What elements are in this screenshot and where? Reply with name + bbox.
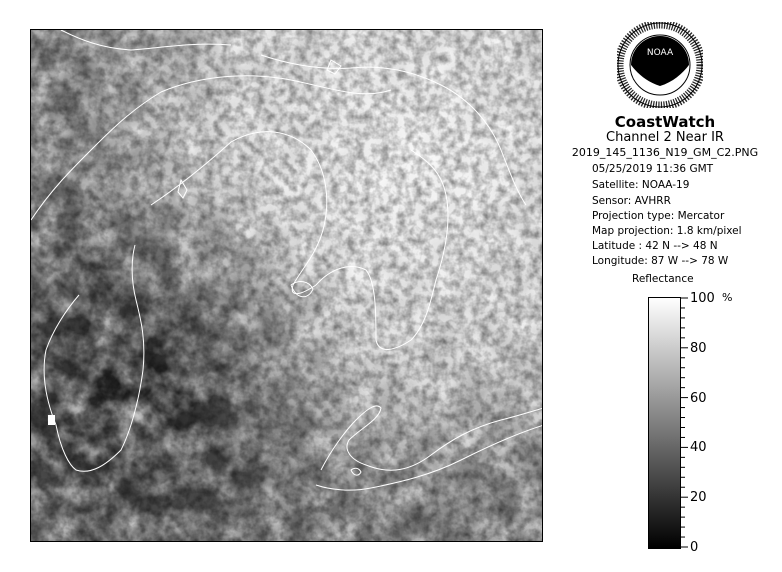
colorbar-tick-label: 20 xyxy=(690,490,707,506)
sensor-name: Sensor: AVHRR xyxy=(592,195,671,207)
noaa-logo-text: NOAA xyxy=(646,48,674,58)
latitude-range: Latitude : 42 N --> 48 N xyxy=(592,240,718,252)
noaa-logo xyxy=(617,22,703,108)
colorbar-tick-marks xyxy=(680,296,694,550)
colorbar-tick-label: 60 xyxy=(690,390,707,406)
map-projection: Map projection: 1.8 km/pixel xyxy=(592,225,742,237)
acquisition-datetime: 05/25/2019 11:36 GMT xyxy=(592,163,714,175)
colorbar-tick-label: 0 xyxy=(690,540,699,555)
satellite-name: Satellite: NOAA-19 xyxy=(592,179,690,191)
projection-type: Projection type: Mercator xyxy=(592,210,725,222)
longitude-range: Longitude: 87 W --> 78 W xyxy=(592,255,729,267)
colorbar-unit: % xyxy=(722,291,733,304)
colorbar-label: Reflectance xyxy=(632,273,694,285)
satellite-image-map xyxy=(30,29,543,542)
channel-subtitle: Channel 2 Near IR xyxy=(606,130,724,145)
colorbar-tick-label: 40 xyxy=(690,440,707,456)
product-title: CoastWatch xyxy=(614,113,716,131)
colorbar-tick-label: 80 xyxy=(690,340,707,356)
image-filename: 2019_145_1136_N19_GM_C2.PNG xyxy=(571,146,759,159)
colorbar-tick-label: 100 xyxy=(690,291,715,306)
reflectance-colorbar xyxy=(648,297,681,549)
satellite-image xyxy=(31,30,543,542)
